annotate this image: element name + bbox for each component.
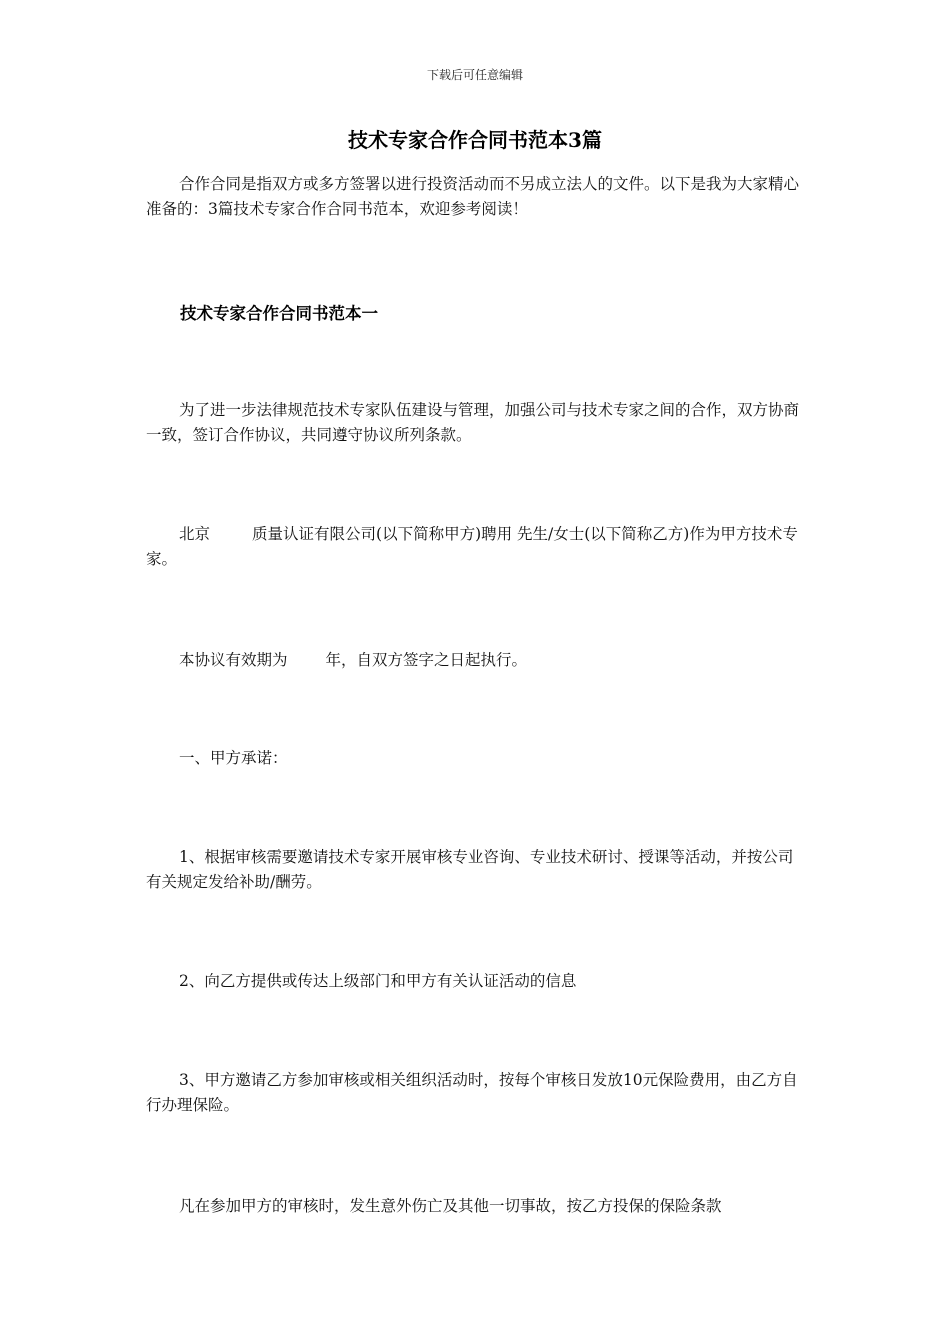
document-title: 技术专家合作合同书范本3篇: [348, 128, 602, 152]
party-a-heading: 一、甲方承诺：: [179, 749, 288, 767]
parties-text-b: 质量认证有限公司(以下简称甲方)聘用 先生/女士(以下简称乙方)作为甲方技术专家。: [146, 525, 798, 568]
item-1-paragraph: 1、根据审核需要邀请技术专家开展审核专业咨询、专业技术研讨、授课等活动，并按公司有关规定发给补助/酬劳。: [146, 848, 794, 891]
item-3-paragraph: 3、甲方邀请乙方参加审核或相关组织活动时，按每个审核日发放10元保险费用，由乙方自行办理保险。: [146, 1071, 798, 1114]
term-paragraph: [146, 648, 806, 673]
term-text-a: 本协议有效期为: [179, 651, 288, 669]
parties-paragraph: [146, 522, 806, 572]
accident-paragraph: 凡在参加甲方的审核时，发生意外伤亡及其他一切事故，按乙方投保的保险条款: [179, 1197, 722, 1215]
term-text-b: 年，自双方签字之日起执行。: [325, 651, 528, 669]
item-2-paragraph: 2、向乙方提供或传达上级部门和甲方有关认证活动的信息: [179, 972, 577, 990]
parties-text-a: 北京: [179, 525, 211, 543]
purpose-paragraph: 为了进一步法律规范技术专家队伍建设与管理，加强公司与技术专家之间的合作，双方协商一致，签订合作协议，共同遵守协议所列条款。: [146, 401, 800, 444]
header-note: 下载后可任意编辑: [426, 68, 523, 82]
intro-paragraph: 合作合同是指双方或多方签署以进行投资活动而不另成立法人的文件。以下是我为大家精心准备的：3篇技术专家合作合同书范本，欢迎参考阅读！: [146, 175, 800, 218]
section-heading-1: 技术专家合作合同书范本一: [180, 304, 378, 323]
